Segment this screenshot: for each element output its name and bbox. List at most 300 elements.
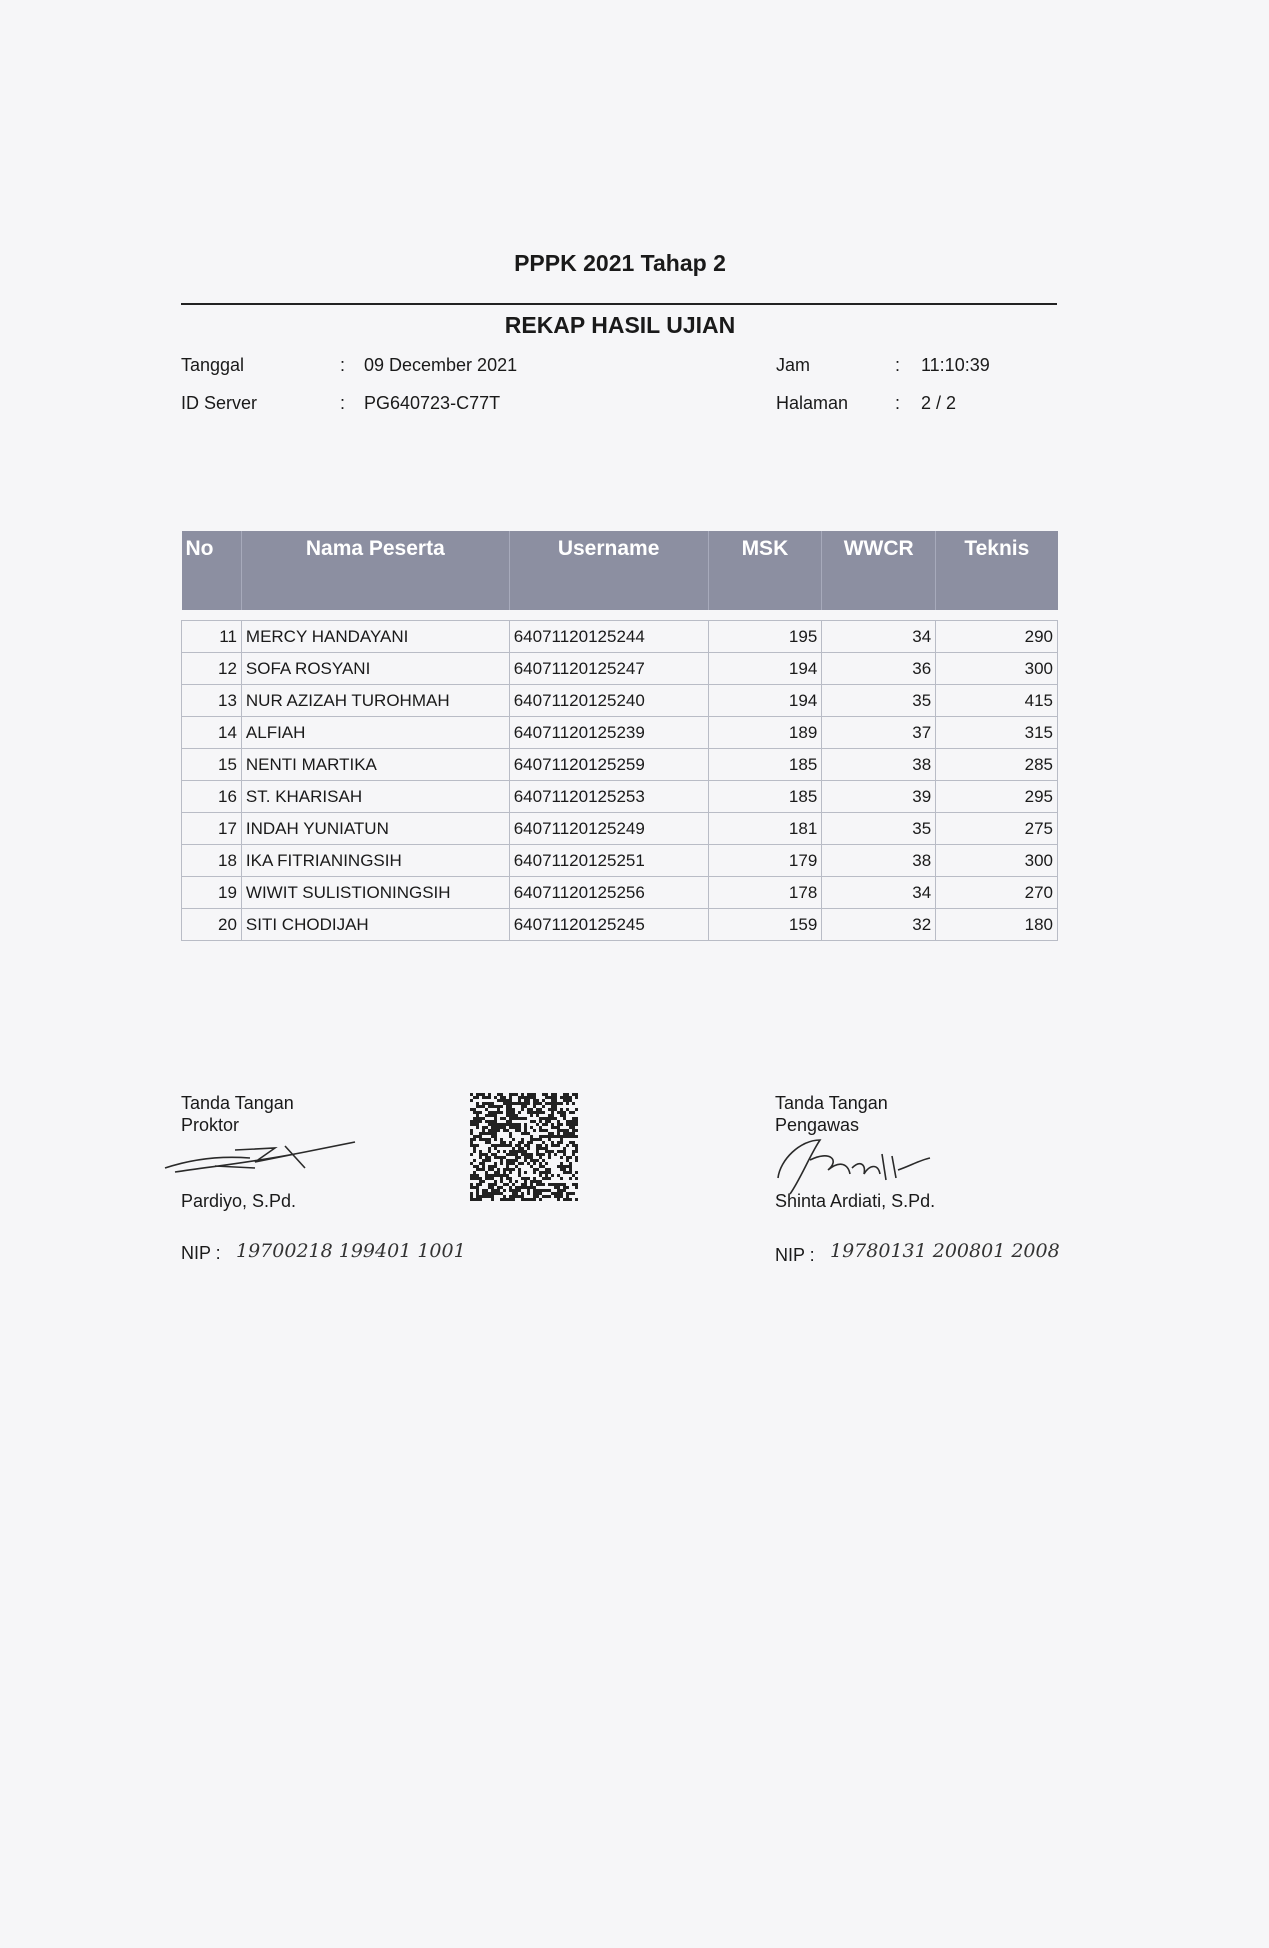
qr-module [548, 1156, 551, 1159]
qr-module [488, 1183, 491, 1186]
qr-module [530, 1120, 533, 1123]
qr-module [548, 1108, 551, 1111]
qr-module [536, 1114, 539, 1117]
qr-module [482, 1126, 485, 1129]
qr-module [572, 1183, 575, 1186]
qr-module [524, 1102, 527, 1105]
qr-module [506, 1165, 509, 1168]
qr-module [548, 1168, 551, 1171]
row-wwcr: 35 [822, 685, 936, 717]
qr-module [566, 1171, 569, 1174]
row-no: 16 [182, 781, 242, 813]
row-msk: 179 [708, 845, 822, 877]
qr-module [509, 1186, 512, 1189]
qr-module [512, 1102, 515, 1105]
qr-module [521, 1153, 524, 1156]
qr-module [506, 1111, 509, 1114]
qr-module [560, 1138, 563, 1141]
qr-module [539, 1189, 542, 1192]
table-row [182, 845, 1058, 877]
qr-module [527, 1153, 530, 1156]
qr-module [563, 1189, 566, 1192]
qr-module [503, 1171, 506, 1174]
qr-module [557, 1183, 560, 1186]
qr-module [539, 1108, 542, 1111]
qr-module [479, 1138, 482, 1141]
qr-module [479, 1183, 482, 1186]
qr-module [530, 1108, 533, 1111]
qr-module [557, 1135, 560, 1138]
qr-module [518, 1123, 521, 1126]
qr-module [515, 1117, 518, 1120]
qr-module [500, 1099, 503, 1102]
qr-module [542, 1195, 545, 1198]
qr-module [551, 1096, 554, 1099]
qr-module [557, 1165, 560, 1168]
qr-module [524, 1105, 527, 1108]
table-row [182, 749, 1058, 781]
qr-module [476, 1198, 479, 1201]
qr-module [521, 1108, 524, 1111]
qr-module [560, 1096, 563, 1099]
qr-module [479, 1156, 482, 1159]
qr-module [545, 1096, 548, 1099]
qr-module [509, 1096, 512, 1099]
qr-module [476, 1144, 479, 1147]
qr-module [497, 1150, 500, 1153]
qr-module [503, 1144, 506, 1147]
qr-module [536, 1138, 539, 1141]
qr-module [485, 1174, 488, 1177]
qr-module [536, 1183, 539, 1186]
qr-module [473, 1177, 476, 1180]
qr-module [524, 1186, 527, 1189]
qr-module [488, 1159, 491, 1162]
qr-module [557, 1198, 560, 1201]
qr-module [482, 1105, 485, 1108]
table-spacer-row [182, 610, 1058, 621]
qr-module [503, 1174, 506, 1177]
qr-module [503, 1141, 506, 1144]
qr-module [575, 1144, 578, 1147]
qr-module [524, 1150, 527, 1153]
qr-module [533, 1171, 536, 1174]
halaman-value: 2 / 2 [921, 393, 957, 413]
qr-module [506, 1114, 509, 1117]
qr-module [512, 1114, 515, 1117]
qr-module [539, 1180, 542, 1183]
qr-module [569, 1198, 572, 1201]
qr-module [518, 1174, 521, 1177]
qr-module [563, 1135, 566, 1138]
qr-module [566, 1096, 569, 1099]
qr-module [479, 1195, 482, 1198]
qr-module [482, 1189, 485, 1192]
qr-module [503, 1189, 506, 1192]
qr-module [518, 1111, 521, 1114]
qr-module [488, 1168, 491, 1171]
qr-module [554, 1093, 557, 1096]
qr-module [500, 1162, 503, 1165]
qr-module [527, 1177, 530, 1180]
row-teknis: 290 [936, 621, 1058, 653]
row-msk: 159 [708, 909, 822, 941]
qr-module [494, 1126, 497, 1129]
qr-module [515, 1102, 518, 1105]
qr-module [557, 1123, 560, 1126]
qr-module [494, 1138, 497, 1141]
qr-module [548, 1189, 551, 1192]
qr-module [527, 1099, 530, 1102]
qr-module [545, 1189, 548, 1192]
qr-module [563, 1198, 566, 1201]
qr-module [551, 1192, 554, 1195]
qr-module [470, 1132, 473, 1135]
qr-module [524, 1156, 527, 1159]
qr-module [575, 1147, 578, 1150]
qr-module [515, 1126, 518, 1129]
qr-module [524, 1117, 527, 1120]
qr-module [506, 1120, 509, 1123]
qr-module [539, 1162, 542, 1165]
qr-module [524, 1198, 527, 1201]
qr-module [479, 1093, 482, 1096]
qr-module [512, 1183, 515, 1186]
qr-module [494, 1114, 497, 1117]
qr-module [518, 1162, 521, 1165]
qr-module [506, 1159, 509, 1162]
proktor-label-line2: Proktor [181, 1115, 240, 1135]
qr-module [485, 1171, 488, 1174]
table-row [182, 813, 1058, 845]
qr-module [527, 1192, 530, 1195]
qr-module [563, 1183, 566, 1186]
qr-module [488, 1120, 491, 1123]
qr-module [566, 1102, 569, 1105]
qr-module [497, 1144, 500, 1147]
qr-module [482, 1093, 485, 1096]
qr-module [512, 1159, 515, 1162]
qr-module [482, 1102, 485, 1105]
qr-module [470, 1183, 473, 1186]
pengawas-name: Shinta Ardiati, S.Pd. [775, 1191, 936, 1211]
qr-module [473, 1198, 476, 1201]
qr-module [509, 1159, 512, 1162]
row-teknis: 415 [936, 685, 1058, 717]
qr-module [545, 1150, 548, 1153]
pengawas-label-line2: Pengawas [775, 1115, 860, 1135]
qr-module [500, 1123, 503, 1126]
qr-module [566, 1129, 569, 1132]
qr-module [497, 1111, 500, 1114]
qr-module [551, 1114, 554, 1117]
table-header-row [182, 531, 1058, 610]
qr-module [557, 1132, 560, 1135]
qr-module [542, 1141, 545, 1144]
qr-module [542, 1189, 545, 1192]
qr-module [494, 1132, 497, 1135]
qr-module [488, 1174, 491, 1177]
qr-module [500, 1117, 503, 1120]
qr-module [479, 1153, 482, 1156]
qr-module [521, 1093, 524, 1096]
row-msk: 185 [708, 781, 822, 813]
qr-module [533, 1111, 536, 1114]
qr-module [485, 1108, 488, 1111]
qr-module [476, 1183, 479, 1186]
row-wwcr: 32 [822, 909, 936, 941]
qr-module [512, 1195, 515, 1198]
row-username: 64071120125256 [509, 877, 708, 909]
qr-module [476, 1096, 479, 1099]
qr-module [548, 1132, 551, 1135]
qr-module [491, 1186, 494, 1189]
qr-module [566, 1108, 569, 1111]
qr-module [482, 1165, 485, 1168]
qr-module [515, 1186, 518, 1189]
qr-module [542, 1153, 545, 1156]
qr-module [473, 1186, 476, 1189]
qr-module [476, 1120, 479, 1123]
row-teknis: 275 [936, 813, 1058, 845]
qr-module [533, 1177, 536, 1180]
row-nama: INDAH YUNIATUN [241, 813, 509, 845]
qr-module [545, 1177, 548, 1180]
qr-module [497, 1192, 500, 1195]
qr-module [542, 1123, 545, 1126]
document-title: PPPK 2021 Tahap 2 [514, 250, 726, 276]
qr-module [473, 1150, 476, 1153]
qr-module [491, 1102, 494, 1105]
qr-module [482, 1153, 485, 1156]
qr-module [497, 1093, 500, 1096]
qr-module [479, 1180, 482, 1183]
qr-module [560, 1123, 563, 1126]
qr-module [569, 1192, 572, 1195]
qr-module [551, 1135, 554, 1138]
row-nama: ALFIAH [241, 717, 509, 749]
qr-module [488, 1192, 491, 1195]
qr-module [482, 1132, 485, 1135]
qr-module [500, 1192, 503, 1195]
qr-module [497, 1189, 500, 1192]
qr-module [473, 1096, 476, 1099]
qr-module [506, 1129, 509, 1132]
qr-module [500, 1198, 503, 1201]
qr-module [569, 1126, 572, 1129]
qr-module [512, 1108, 515, 1111]
row-no: 13 [182, 685, 242, 717]
qr-module [557, 1102, 560, 1105]
tanggal-label: Tanggal [181, 355, 245, 375]
qr-module [572, 1102, 575, 1105]
qr-module [488, 1132, 491, 1135]
qr-module [563, 1096, 566, 1099]
qr-module [476, 1165, 479, 1168]
pengawas-nip-value: 19780131 200801 2008 [830, 1240, 1060, 1262]
qr-module [476, 1114, 479, 1117]
row-username: 64071120125249 [509, 813, 708, 845]
qr-module [515, 1180, 518, 1183]
qr-module [476, 1135, 479, 1138]
qr-module [572, 1132, 575, 1135]
qr-module [521, 1147, 524, 1150]
results-table [181, 531, 1058, 941]
qr-module [521, 1105, 524, 1108]
qr-module [509, 1108, 512, 1111]
qr-module [554, 1192, 557, 1195]
qr-module [524, 1180, 527, 1183]
qr-module [476, 1111, 479, 1114]
row-teknis: 295 [936, 781, 1058, 813]
qr-module [554, 1105, 557, 1108]
qr-module [560, 1162, 563, 1165]
qr-module [560, 1102, 563, 1105]
qr-module [500, 1126, 503, 1129]
row-msk: 189 [708, 717, 822, 749]
qr-module [563, 1150, 566, 1153]
qr-module [506, 1144, 509, 1147]
qr-module [473, 1147, 476, 1150]
qr-module [530, 1186, 533, 1189]
qr-module [515, 1129, 518, 1132]
qr-module [566, 1192, 569, 1195]
qr-module [482, 1168, 485, 1171]
qr-module [527, 1147, 530, 1150]
qr-module [524, 1099, 527, 1102]
row-wwcr: 36 [822, 653, 936, 685]
qr-module [575, 1171, 578, 1174]
qr-module [503, 1126, 506, 1129]
column-header-no: No [182, 531, 242, 610]
qr-module [476, 1105, 479, 1108]
qr-module [473, 1111, 476, 1114]
jam-label: Jam [776, 355, 811, 375]
qr-module [518, 1171, 521, 1174]
qr-module [554, 1183, 557, 1186]
qr-module [536, 1150, 539, 1153]
qr-module [536, 1111, 539, 1114]
table-row [182, 685, 1058, 717]
qr-module [515, 1114, 518, 1117]
qr-module [563, 1153, 566, 1156]
qr-module [509, 1144, 512, 1147]
row-wwcr: 38 [822, 749, 936, 781]
qr-module [530, 1096, 533, 1099]
document-subtitle: REKAP HASIL UJIAN [504, 312, 736, 338]
qr-module [488, 1111, 491, 1114]
qr-module [539, 1147, 542, 1150]
qr-module [506, 1099, 509, 1102]
qr-module [491, 1111, 494, 1114]
qr-module [557, 1141, 560, 1144]
qr-module [470, 1108, 473, 1111]
qr-module [479, 1162, 482, 1165]
qr-module [557, 1174, 560, 1177]
qr-module [527, 1096, 530, 1099]
qr-module [539, 1171, 542, 1174]
qr-module [479, 1150, 482, 1153]
qr-module [482, 1138, 485, 1141]
qr-module [494, 1183, 497, 1186]
qr-module [515, 1165, 518, 1168]
row-teknis: 300 [936, 653, 1058, 685]
qr-module [515, 1153, 518, 1156]
qr-module [560, 1129, 563, 1132]
qr-module [551, 1150, 554, 1153]
qr-module [560, 1150, 563, 1153]
qr-module [551, 1093, 554, 1096]
qr-module [491, 1135, 494, 1138]
qr-module [551, 1117, 554, 1120]
qr-module [488, 1138, 491, 1141]
qr-module [491, 1144, 494, 1147]
qr-module [548, 1183, 551, 1186]
qr-module [497, 1129, 500, 1132]
qr-module [530, 1180, 533, 1183]
qr-module [506, 1153, 509, 1156]
qr-module [479, 1105, 482, 1108]
qr-module [551, 1183, 554, 1186]
qr-module [503, 1099, 506, 1102]
row-teknis: 285 [936, 749, 1058, 781]
qr-module [560, 1141, 563, 1144]
qr-module [509, 1135, 512, 1138]
qr-module [500, 1144, 503, 1147]
qr-module [569, 1171, 572, 1174]
qr-module [470, 1186, 473, 1189]
qr-module [539, 1192, 542, 1195]
qr-module [557, 1111, 560, 1114]
qr-module [476, 1174, 479, 1177]
qr-module [506, 1123, 509, 1126]
qr-module [497, 1126, 500, 1129]
qr-module [536, 1144, 539, 1147]
qr-module [521, 1183, 524, 1186]
qr-module [506, 1162, 509, 1165]
qr-module [572, 1141, 575, 1144]
qr-module [572, 1117, 575, 1120]
qr-module [476, 1168, 479, 1171]
qr-module [533, 1189, 536, 1192]
row-no: 17 [182, 813, 242, 845]
qr-module [518, 1102, 521, 1105]
qr-module [560, 1168, 563, 1171]
qr-module [503, 1102, 506, 1105]
qr-module [566, 1132, 569, 1135]
qr-module [470, 1129, 473, 1132]
qr-module [494, 1129, 497, 1132]
column-header-username: Username [509, 531, 708, 610]
qr-module [521, 1141, 524, 1144]
qr-module [518, 1168, 521, 1171]
qr-module [476, 1093, 479, 1096]
title-divider [181, 303, 1057, 305]
qr-module [539, 1129, 542, 1132]
qr-module [488, 1195, 491, 1198]
qr-module [491, 1114, 494, 1117]
qr-module [485, 1195, 488, 1198]
qr-module [530, 1141, 533, 1144]
qr-module [479, 1120, 482, 1123]
qr-module [536, 1159, 539, 1162]
qr-module [569, 1162, 572, 1165]
qr-module [572, 1153, 575, 1156]
qr-module [485, 1159, 488, 1162]
qr-module [560, 1195, 563, 1198]
qr-module [533, 1105, 536, 1108]
row-teknis: 300 [936, 845, 1058, 877]
